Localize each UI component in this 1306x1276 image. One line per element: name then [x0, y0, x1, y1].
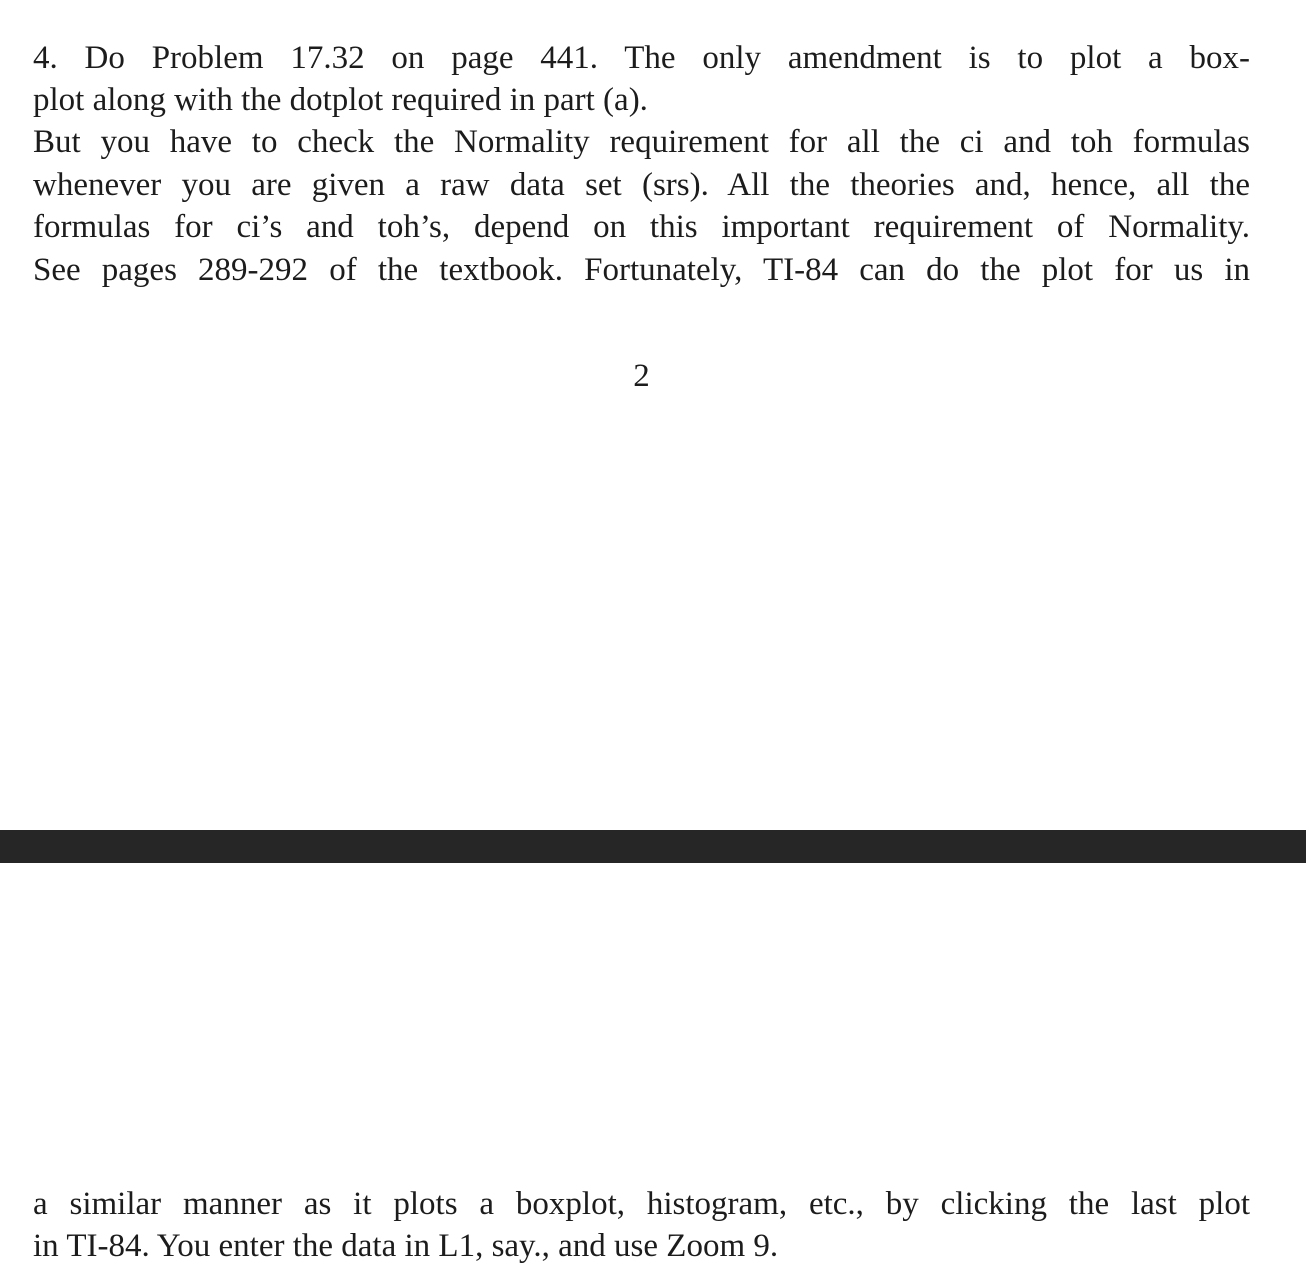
page-number: 2 [633, 358, 650, 394]
paragraph-line: formulas for ci’s and toh’s, depend on this important requirement of Normality. [33, 209, 1250, 245]
paragraph-line: But you have to check the Normality requirement for all the ci and toh formulas [33, 124, 1250, 160]
paragraph-line: 4. Do Problem 17.32 on page 441. The only amendment is to plot a box- [33, 40, 1250, 76]
paragraph-line: plot along with the dotplot required in part (a). [33, 82, 648, 118]
document-page-bottom [0, 863, 1306, 1276]
paragraph-line: See pages 289-292 of the textbook. Fortunately, TI-84 can do the plot for us in [33, 252, 1250, 288]
paragraph-line: whenever you are given a raw data set (srs). All the theories and, hence, all the [33, 167, 1250, 203]
paragraph-line: a similar manner as it plots a boxplot, histogram, etc., by clicking the last plot [33, 1186, 1250, 1222]
paragraph-line: in TI-84. You enter the data in L1, say., and use Zoom 9. [33, 1228, 779, 1264]
page-break-separator [0, 830, 1306, 863]
